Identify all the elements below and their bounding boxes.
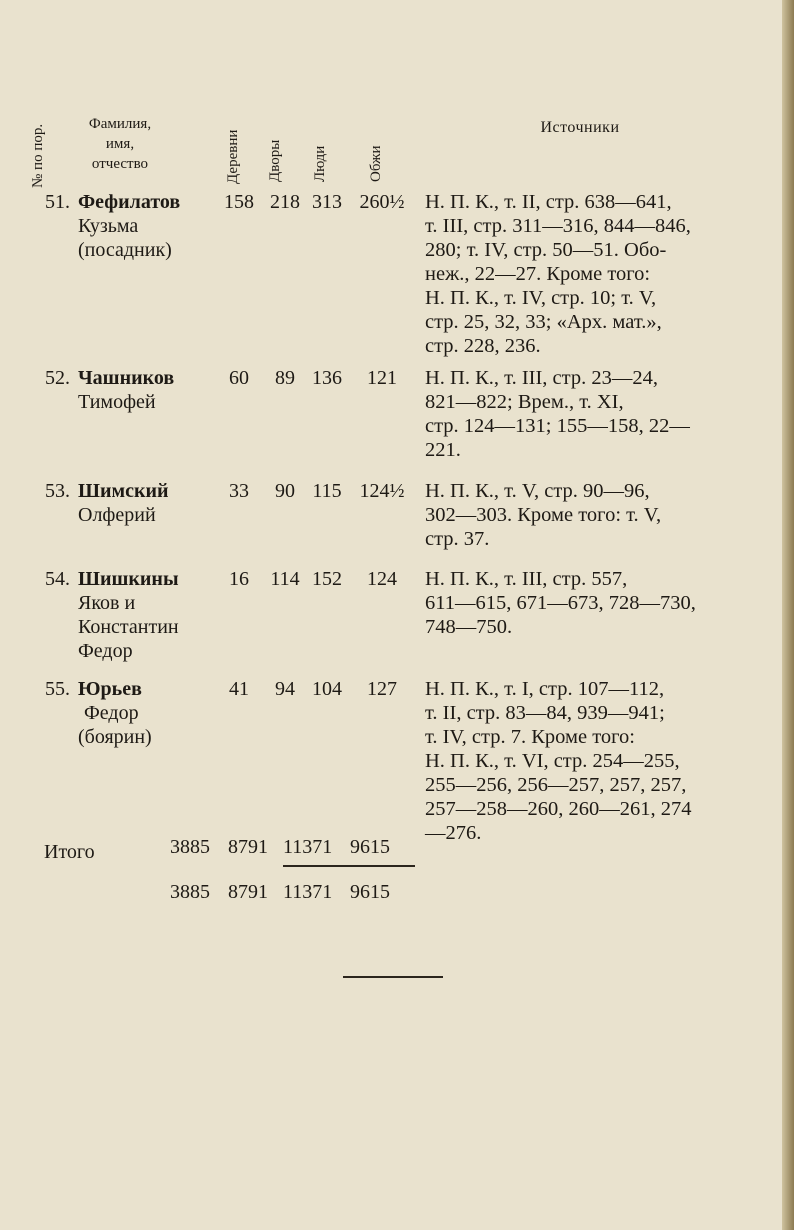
row-name-line: Константин: [78, 616, 179, 638]
total-obzhi: 9615: [350, 836, 390, 858]
row-person: [78, 479, 169, 527]
header-dvory: Дворы: [267, 139, 283, 182]
total-label: Итого: [44, 841, 95, 863]
row-name-line: Тимофей: [78, 391, 156, 413]
row-number: 52.: [45, 367, 70, 389]
row-dvory: 114: [270, 568, 300, 590]
row-dvory: 90: [275, 480, 295, 502]
row-lyudi: 136: [312, 367, 342, 389]
header-num: № по пор.: [30, 123, 46, 188]
row-person: [78, 366, 174, 414]
row-lyudi: 313: [312, 191, 342, 213]
grand-total-derevni: 3885: [170, 881, 210, 903]
row-name-line: (боярин): [78, 726, 152, 748]
row-number: 51.: [45, 191, 70, 213]
row-name-line: Кузьма: [78, 215, 139, 237]
row-sources: Н. П. К., т. I, стр. 107—112, т. II, стр. 83—84, 939—941; т. IV, стр. 7. Кроме того: Н. П. К., т. VI, стр. 254—255, 255—256, 256—257, 257, 257, 257—258—260, 260—261, 274 —276.: [425, 678, 692, 844]
row-dvory: 89: [275, 367, 295, 389]
row-name-line: Яков и: [78, 592, 136, 614]
row-sources: Н. П. К., т. III, стр. 23—24, 821—822; Врем., т. XI, стр. 124—131; 155—158, 22— 221.: [425, 367, 690, 461]
row-derevni: 16: [229, 568, 249, 590]
row-derevni: 33: [229, 480, 249, 502]
row-number: 54.: [45, 568, 70, 590]
row-lyudi: 115: [312, 480, 342, 502]
total-dvory: 8791: [228, 836, 268, 858]
row-sources: Н. П. К., т. II, стр. 638—641, т. III, стр. 311—316, 844—846, 280; т. IV, стр. 50—51. Обо- неж., 22—27. Кроме того: Н. П. К., т. IV, стр. 10; т. V, стр. 25, 32, 33; «Арх. мат.», стр. 228, 236.: [425, 191, 691, 357]
header-obzhi: Обжи: [368, 145, 384, 182]
end-rule: [343, 976, 443, 978]
row-surname: Шишкины: [78, 568, 179, 590]
header-derevni: Деревни: [225, 129, 241, 184]
row-person: [78, 190, 180, 262]
row-obzhi: 127: [367, 678, 397, 700]
row-obzhi: 124: [367, 568, 397, 590]
page-edge: [782, 0, 794, 1230]
row-dvory: 94: [275, 678, 295, 700]
header-name: Фамилия, имя, отчество: [88, 116, 152, 172]
row-surname: Шимский: [78, 480, 169, 502]
total-derevni: 3885: [170, 836, 210, 858]
row-derevni: 60: [229, 367, 249, 389]
row-person: [78, 677, 152, 749]
row-lyudi: 152: [312, 568, 342, 590]
row-name-line: Федор: [78, 640, 133, 662]
row-surname: Чашников: [78, 367, 175, 389]
row-obzhi: 121: [367, 367, 397, 389]
total-lyudi: 11371: [283, 836, 333, 858]
row-surname: Юрьев: [78, 678, 142, 700]
row-sources: Н. П. К., т. III, стр. 557, 611—615, 671—673, 728—730, 748—750.: [425, 568, 696, 638]
row-sources: Н. П. К., т. V, стр. 90—96, 302—303. Кроме того: т. V, стр. 37.: [425, 480, 662, 550]
row-number: 53.: [45, 480, 70, 502]
row-derevni: 158: [224, 191, 254, 213]
row-name-line: Олферий: [78, 504, 156, 526]
row-surname: Фефилатов: [78, 191, 181, 213]
row-number: 55.: [45, 678, 70, 700]
row-lyudi: 104: [312, 678, 342, 700]
row-name-line: Федор: [84, 702, 139, 724]
row-obzhi: 124½: [359, 480, 405, 502]
grand-total-lyudi: 11371: [283, 881, 333, 903]
grand-total-obzhi: 9615: [350, 881, 390, 903]
header-lyudi: Люди: [312, 145, 328, 182]
row-name-line: (посадник): [78, 239, 172, 261]
header-sources: Источники: [540, 119, 620, 136]
row-dvory: 218: [270, 191, 300, 213]
total-rule: [283, 865, 415, 867]
row-person: [78, 567, 179, 663]
row-obzhi: 260½: [359, 191, 405, 213]
row-derevni: 41: [229, 678, 249, 700]
grand-total-dvory: 8791: [228, 881, 268, 903]
